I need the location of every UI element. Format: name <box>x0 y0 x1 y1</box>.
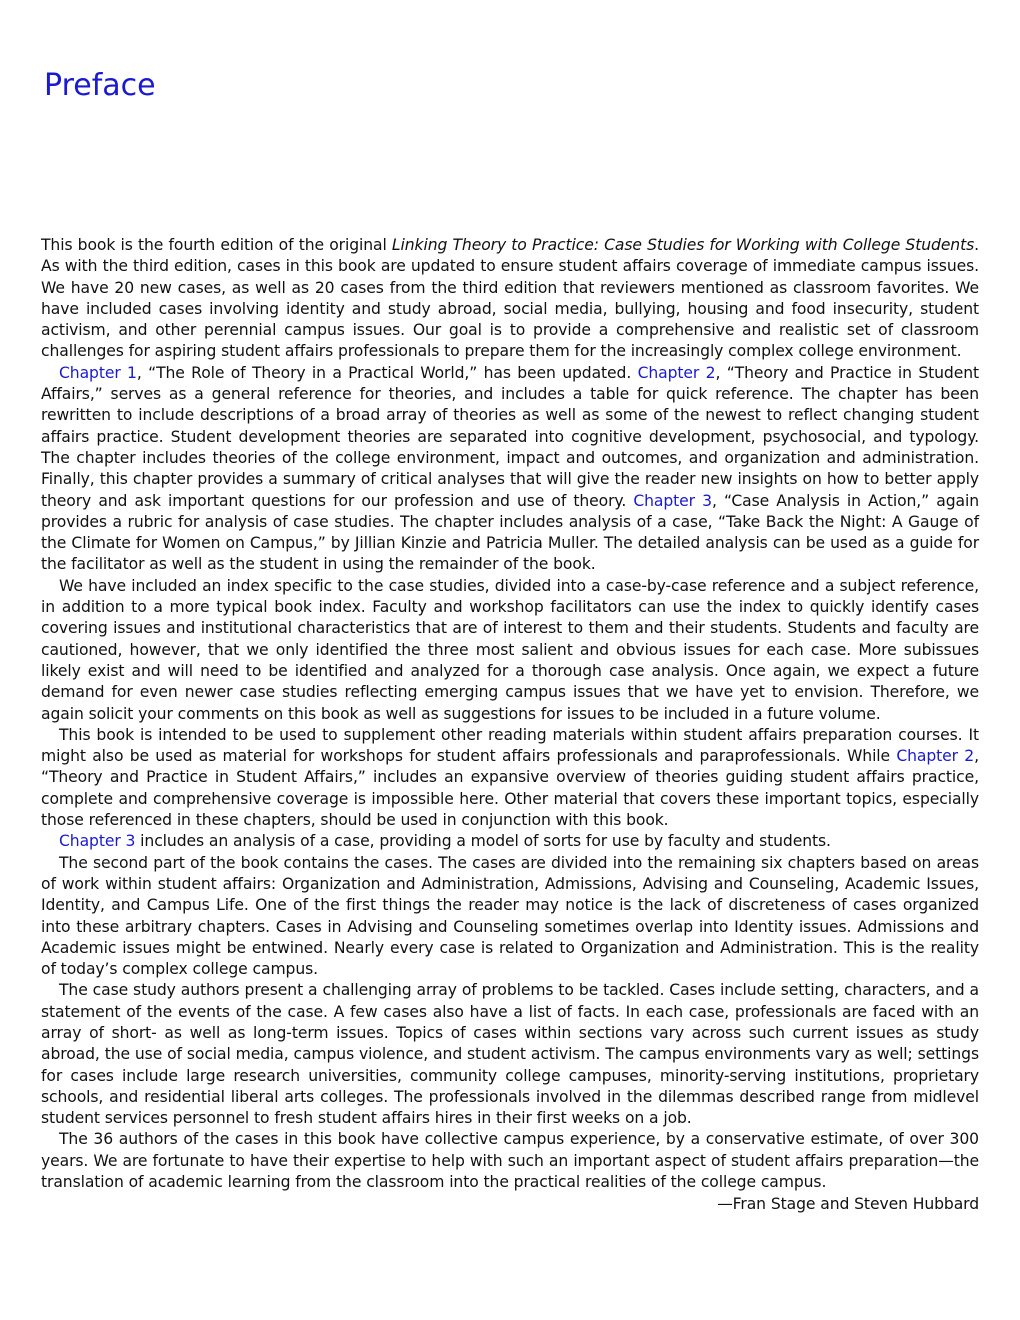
book-title-italic: Linking Theory to Practice: Case Studies for Working with College Students <box>391 236 975 254</box>
paragraph-text: includes an analysis of a case, providing a model of sorts for use by faculty and students. <box>135 832 831 851</box>
chapter-3-link[interactable]: Chapter 3 <box>633 491 712 510</box>
paragraph-text: , “Case Analysis in Action,” again provides a rubric for analysis of case studies. The chapter includes analysis of a case, “Take Back the Night: A Gauge of the Climate for Women on Campus,” by Jillian Kinzie and Patricia Muller. The detailed analysis can be used as a guide for the facilitator as well as the student in using the remainder of the book. <box>41 491 979 574</box>
paragraph-text: This book is the fourth edition of the original <box>41 236 392 254</box>
paragraph <box>41 363 979 576</box>
paragraph-text: This book is intended to be used to supplement other reading materials within student affairs preparation courses. It might also be used as material for workshops for student affairs professionals and paraprofessionals. While <box>41 725 979 766</box>
paragraph-text: The 36 authors of the cases in this book have collective campus experience, by a conservative estimate, of over 300 years. We are fortunate to have their expertise to help with such an important aspect of student affairs preparation—the translation of academic learning from the classroom into the practical realities of the college campus. <box>41 1130 979 1192</box>
paragraph <box>41 725 979 831</box>
author-signature: —Fran Stage and Steven Hubbard <box>717 1195 979 1214</box>
chapter-1-link[interactable]: Chapter 1 <box>59 363 137 382</box>
paragraph-text: , “Theory and Practice in Student Affairs,” serves as a general reference for theories, and includes a table for quick reference. The chapter has been rewritten to include descriptions of a broad array of theories as well as some of the newest to reflect changing student affairs practice. Student development theories are separated into cognitive development, psychosocial, and typology. The chapter includes theories of the college environment, impact and outcomes, and organization and administration. Finally, this chapter provides a summary of critical analyses that will give the reader new insights on how to better apply theory and ask important questions for our profession and use of theory. <box>41 363 980 510</box>
page-title: Preface <box>44 68 156 103</box>
chapter-3-link[interactable]: Chapter 3 <box>59 832 136 851</box>
paragraph-text: The case study authors present a challenging array of problems to be tackled. Cases include setting, characters, and a statement of the events of the case. A few cases also have a list of facts. In each case, professionals are faced with an array of short- as well as long-term issues. Topics of cases within sections vary across such current issues as study abroad, the use of social media, campus violence, and student activism. The campus environments vary as well; settings for cases include large research universities, community college campuses, minority-serving institutions, proprietary schools, and residential liberal arts colleges. The professionals involved in the dilemmas described range from midlevel student services personnel to fresh student affairs hires in their first weeks on a job. <box>41 981 979 1128</box>
paragraph <box>41 576 979 725</box>
paragraph <box>41 853 979 981</box>
paragraph-text: . As with the third edition, cases in this book are updated to ensure student affairs coverage of immediate campus issues. We have 20 new cases, as well as 20 cases from the third edition that reviewers mentioned as classroom favorites. We have included cases involving identity and study abroad, social media, bullying, housing and food insecurity, student activism, and other perennial campus issues. Our goal is to provide a comprehensive and realistic set of classroom challenges for aspiring student affairs professionals to prepare them for the increasingly complex college environment. <box>41 236 979 361</box>
chapter-2-link[interactable]: Chapter 2 <box>896 747 975 766</box>
paragraph <box>41 235 979 363</box>
paragraph <box>41 980 979 1129</box>
paragraph-text: The second part of the book contains the cases. The cases are divided into the remaining six chapters based on areas of work within student affairs: Organization and Administration, Admissions, Advising and Counseling, Academic Issues, Identity, and Campus Life. One of the first things the reader may notice is the lack of discreteness of cases organized into these arbitrary chapters. Cases in Advising and Counseling sometimes overlap into Identity issues. Admissions and Academic issues might be entwined. Nearly every case is related to Organization and Administration. This is the reality of today’s complex college campus. <box>41 853 979 979</box>
chapter-2-link[interactable]: Chapter 2 <box>637 363 716 382</box>
paragraph-text: We have included an index specific to the case studies, divided into a case-by-case reference and a subject reference, in addition to a more typical book index. Faculty and workshop facilitators can use the index to quickly identify cases covering issues and institutional characteristics that are of interest to them and their students. Students and faculty are cautioned, however, that we only identified the three most salient and obvious issues for each case. More subissues likely exist and will need to be identified and analyzed for a thorough case analysis. Once again, we expect a future demand for even newer case studies reflecting emerging campus issues that we have yet to envision. Therefore, we again solicit your comments on this book as well as suggestions for issues to be included in a future volume. <box>41 576 979 723</box>
paragraph <box>41 1129 979 1193</box>
paragraph <box>41 831 979 852</box>
paragraph-text: , “Theory and Practice in Student Affairs,” includes an expansive overview of theories guiding student affairs practice, complete and comprehensive coverage is impossible here. Other material that covers these important topics, especially those referenced in these chapters, should be used in conjunction with this book. <box>41 747 979 830</box>
preface-body <box>41 235 979 1216</box>
paragraph-text: , “The Role of Theory in a Practical World,” has been updated. <box>136 363 638 382</box>
